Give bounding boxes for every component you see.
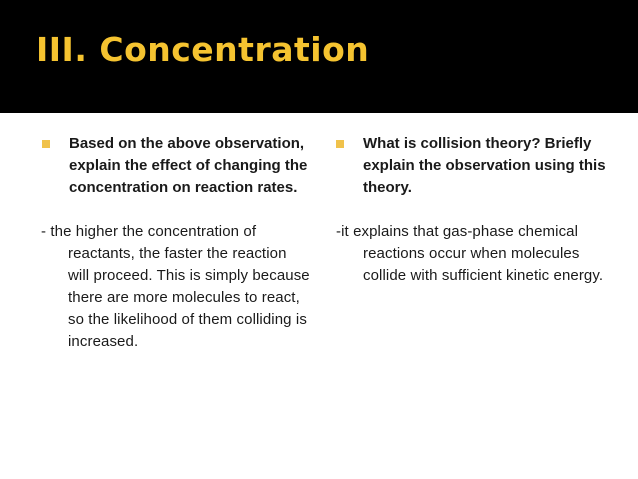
title-bar bbox=[0, 0, 638, 113]
left-answer-text: - the higher the concentration of reactants, the faster the reaction will proceed. This is simply because there are more molecules to react, so the likelihood of them colliding is increased. bbox=[41, 223, 310, 350]
right-question-bullet bbox=[336, 133, 621, 199]
square-bullet-icon bbox=[336, 140, 344, 148]
right-column bbox=[336, 133, 621, 287]
right-answer-text: -it explains that gas-phase chemical reactions occur when molecules collide with sufficient kinetic energy. bbox=[336, 223, 604, 284]
left-question-text: Based on the above observation, explain the effect of changing the concentration on reaction rates. bbox=[69, 135, 308, 196]
left-question-bullet bbox=[42, 133, 312, 199]
slide-title: III. Concentration bbox=[36, 30, 370, 69]
square-bullet-icon bbox=[42, 140, 50, 148]
right-question-text: What is collision theory? Briefly explain the observation using this theory. bbox=[363, 135, 606, 196]
left-column bbox=[42, 133, 312, 353]
